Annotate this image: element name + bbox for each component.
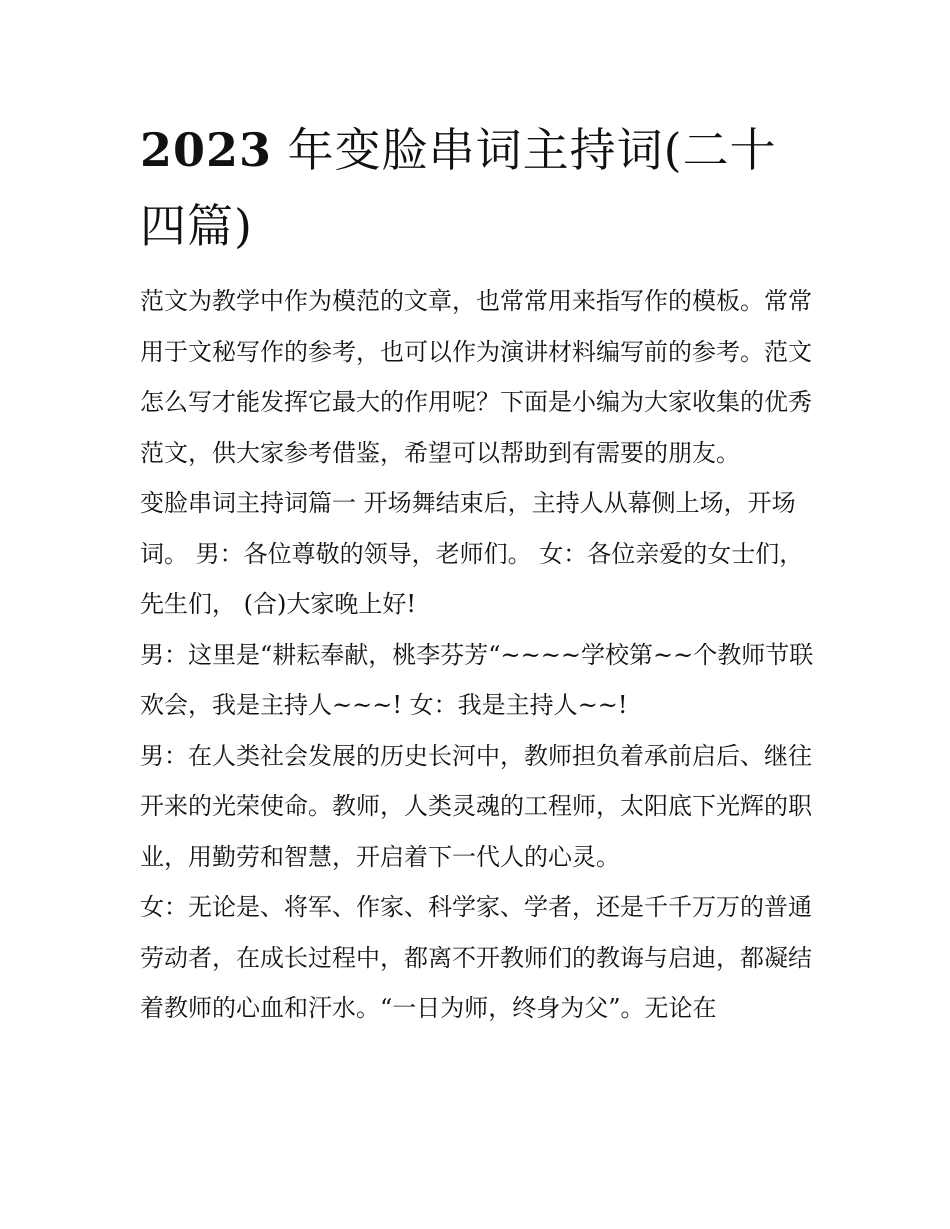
paragraph-male-history: 男：在人类社会发展的历史长河中，教师担负着承前启后、继往开来的光荣使命。教师，人类灵魂的工程师，太阳底下光辉的职业，用勤劳和智慧，开启着下一代人的心灵。 bbox=[140, 741, 812, 871]
paragraph-female-teachers: 女：无论是、将军、作家、科学家、学者，还是千千万万的普通劳动者，在成长过程中，都离不开教师们的教诲与启迪，都凝结着教师的心血和汗水。“一日为师，终身为父”。无论在 bbox=[140, 893, 812, 1022]
paragraph-opening: 变脸串词主持词篇一 开场舞结束后，主持人从幕侧上场，开场词。 男：各位尊敬的领导，老师们。 女：各位亲爱的女士们，先生们， (合)大家晚上好! bbox=[140, 489, 804, 618]
paragraph-male-intro: 男：这里是“耕耘奉献，桃李芬芳“~~~~学校第~~个教师节联欢会，我是主持人~~~! 女：我是主持人~~! bbox=[140, 640, 814, 719]
document-title bbox=[140, 112, 820, 264]
paragraph-intro: 范文为教学中作为模范的文章，也常常用来指写作的模板。常常用于文秘写作的参考，也可以作为演讲材料编写前的参考。范文怎么写才能发挥它最大的作用呢？下面是小编为大家收集的优秀范文，供大家参考借鉴，希望可以帮助到有需要的朋友。 bbox=[140, 287, 812, 467]
title-year: 2023 bbox=[140, 123, 273, 177]
title-text: 年变脸串词主持词(二十四篇) bbox=[140, 123, 777, 253]
document-body bbox=[140, 276, 820, 1034]
